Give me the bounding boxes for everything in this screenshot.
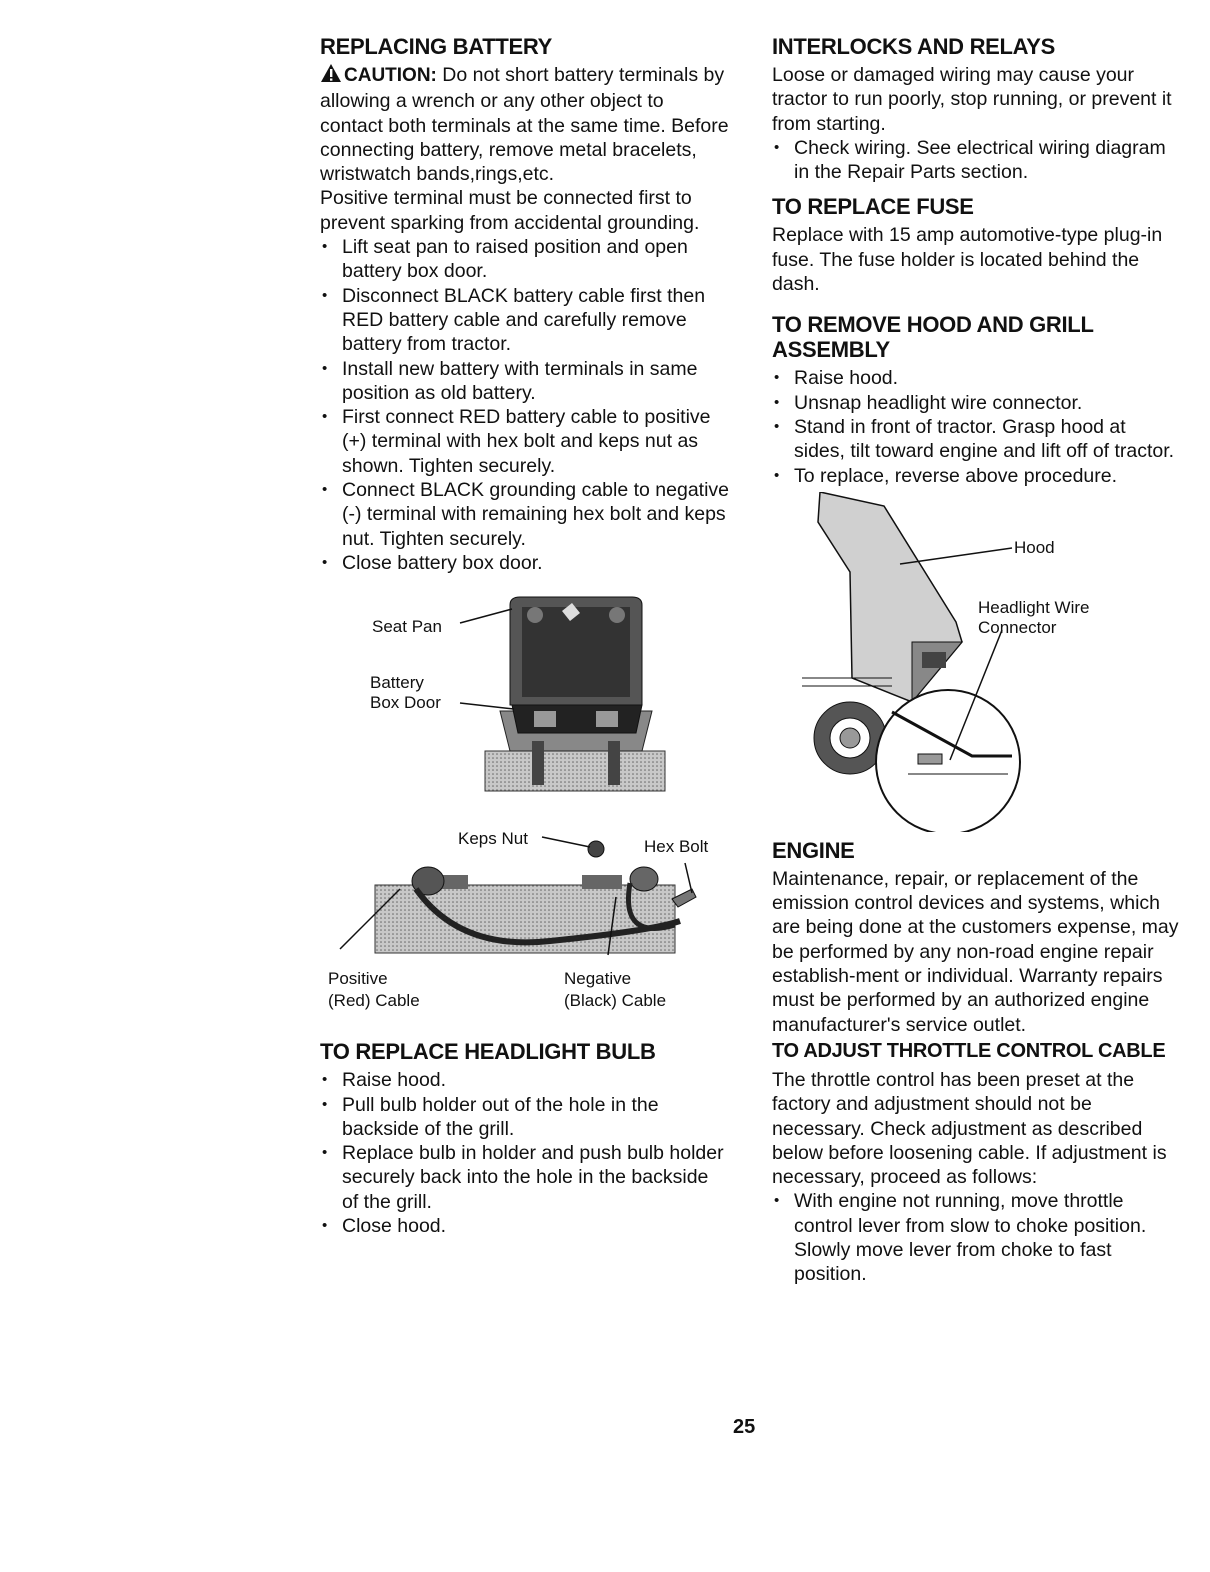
positive-label-line2: (Red) Cable [328,991,420,1011]
list-item: • Raise hood. [772,366,1182,390]
page-number: 25 [733,1416,756,1438]
caution-paragraph [320,63,730,186]
replacing-battery-heading: REPLACING BATTERY [320,34,553,59]
list-item: • First connect RED battery cable to positive (+) terminal with hex bolt and keps nut as shown. Tighten securely. [320,405,730,478]
engine-text: Maintenance, repair, or replacement of the emission control devices and systems, which are being done at the customers expense, may be performed by any non-road engine repair establish-ment or individual. Warranty repairs must be performed by an authorized engine manufacturer's service outlet. [772,867,1179,1036]
list-item: • Disconnect BLACK battery cable first then RED battery cable and carefully remove battery from tractor. [320,284,730,357]
list-item: • Raise hood. [320,1068,730,1092]
positive-label-line1: Positive [328,969,388,989]
right-column [772,34,1182,1287]
caution-label: CAUTION: [344,65,437,86]
battery-box-figure [320,593,730,815]
list-item: • Stand in front of tractor. Grasp hood at sides, tilt toward engine and lift off of tractor. [772,415,1182,464]
hood-illustration [772,492,1182,832]
seat-pan-label: Seat Pan [372,617,442,637]
hood-figure [772,492,1182,832]
left-column [320,34,730,1238]
engine-heading: ENGINE [772,837,855,863]
list-item: • Connect BLACK grounding cable to negative (-) terminal with remaining hex bolt and keps nut. Tighten securely. [320,478,730,551]
negative-label-line1: Negative [564,969,632,989]
list-item: • Install new battery with terminals in same position as old battery. [320,357,730,406]
interlocks-steps-list [772,136,1182,185]
hex-bolt-label: Hex Bolt [644,837,709,857]
battery-steps-list [320,235,730,575]
headlight-steps-list [320,1068,730,1238]
throttle-text: The throttle control has been preset at the factory and adjustment should not be necessary. Check adjustment as described below before loosening cable. If adjustment is necessary, proceed as follows: [772,1068,1167,1189]
list-item: • Replace bulb in holder and push bulb holder securely back into the hole in the backside of the grill. [320,1141,730,1214]
fuse-text: Replace with 15 amp automotive-type plug-in fuse. The fuse holder is located behind the dash. [772,224,1163,296]
keps-nut-label: Keps Nut [458,829,528,849]
battery-terminal-figure [320,821,730,1011]
hood-label: Hood [1014,537,1055,557]
interlocks-text: Loose or damaged wiring may cause your tractor to run poorly, stop running, or prevent it from starting. [772,64,1172,135]
hood-steps-list [772,366,1182,487]
list-item: • To replace, reverse above procedure. [772,464,1182,488]
connector-label-line1: Headlight Wire [978,597,1090,617]
list-item: • Close hood. [320,1214,730,1238]
hood-heading: TO REMOVE HOOD AND GRILL ASSEMBLY [772,312,1094,363]
connector-label-line2: Connector [978,617,1057,637]
headlight-heading: TO REPLACE HEADLIGHT BULB [320,1039,656,1065]
throttle-heading: TO ADJUST THROTTLE CONTROL CABLE [772,1039,1166,1062]
negative-label-line2: (Black) Cable [564,991,667,1011]
list-item: • Unsnap headlight wire connector. [772,391,1182,415]
interlocks-heading: INTERLOCKS AND RELAYS [772,34,1055,59]
battery-label-line1: Battery [370,673,424,693]
list-item: • Check wiring. See electrical wiring diagram in the Repair Parts section. [772,136,1182,185]
fuse-heading: TO REPLACE FUSE [772,194,974,220]
caution-text: Do not short battery terminals by allowing a wrench or any other object to contact both terminals at the same time. Before connecting battery, remove metal bracelets, wristwatch bands,rings,etc. [320,64,729,186]
positive-terminal-note: Positive terminal must be connected first to prevent sparking from accidental grounding. [320,187,700,234]
box-door-label: Box Door [370,693,441,713]
list-item: • Close battery box door. [320,551,730,575]
list-item: • With engine not running, move throttle control lever from slow to choke position. Slowly move lever from choke to fast position. [772,1189,1182,1286]
list-item: • Pull bulb holder out of the hole in the backside of the grill. [320,1093,730,1142]
throttle-steps-list [772,1189,1182,1286]
list-item: • Lift seat pan to raised position and open battery box door. [320,235,730,284]
warning-triangle-icon [320,63,342,89]
